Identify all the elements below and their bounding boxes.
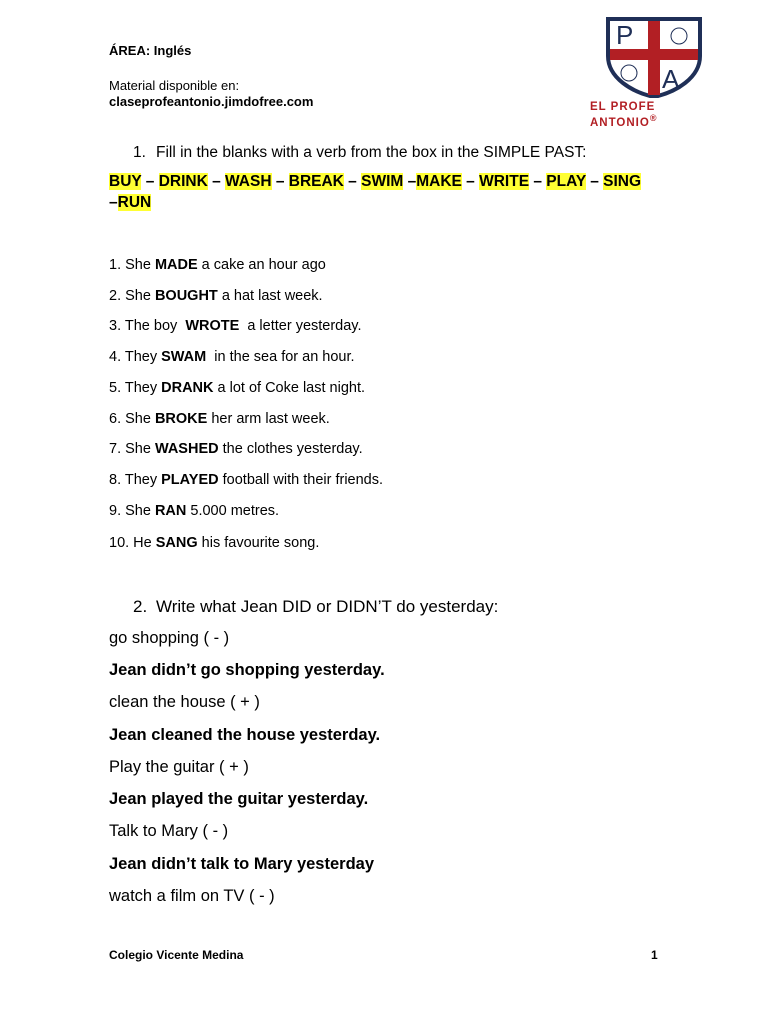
verb-sing: SING bbox=[603, 173, 642, 190]
sentence-item bbox=[109, 503, 279, 519]
sentence-text: a lot of Coke last night. bbox=[213, 380, 366, 396]
sentence-item bbox=[109, 411, 330, 427]
sentence-item bbox=[109, 472, 383, 488]
answer-verb: DRANK bbox=[161, 380, 214, 396]
verb-separator: – bbox=[343, 173, 362, 190]
verb-separator: – bbox=[271, 173, 289, 190]
answer-line: Jean didn’t go shopping yesterday. bbox=[109, 661, 385, 679]
verb-separator: – bbox=[585, 173, 604, 190]
prompt-line: watch a film on TV ( - ) bbox=[109, 887, 275, 905]
verb-separator: – bbox=[529, 173, 547, 190]
verb-separator: – bbox=[109, 194, 118, 211]
shield-icon bbox=[604, 16, 704, 98]
sentence-text: 7. She bbox=[109, 441, 155, 457]
answer-verb: PLAYED bbox=[161, 472, 219, 488]
sentence-text: 5.000 metres. bbox=[186, 503, 280, 519]
sentence-item bbox=[109, 288, 323, 304]
sentence-text: 9. She bbox=[109, 503, 155, 519]
sentence-text: 6. She bbox=[109, 411, 155, 427]
verb-play: PLAY bbox=[546, 173, 586, 190]
material-url: claseprofeantonio.jimdofree.com bbox=[109, 94, 314, 109]
verb-box bbox=[109, 171, 649, 213]
sentence-text: in the sea for an hour. bbox=[206, 349, 355, 365]
sentence-item bbox=[109, 318, 362, 334]
exercise2-instruction: Write what Jean DID or DIDN’T do yesterday: bbox=[156, 597, 499, 616]
footer-school: Colegio Vicente Medina bbox=[109, 948, 244, 962]
sentence-text: football with their friends. bbox=[218, 472, 384, 488]
sentence-text: 1. She bbox=[109, 257, 155, 273]
verb-run: RUN bbox=[117, 194, 152, 211]
verb-separator: – bbox=[141, 173, 159, 190]
prompt-line: go shopping ( - ) bbox=[109, 629, 230, 647]
logo bbox=[586, 16, 716, 129]
answer-line: Jean played the guitar yesterday. bbox=[109, 790, 369, 808]
answer-verb: RAN bbox=[154, 503, 187, 519]
sentence-item bbox=[109, 257, 326, 273]
exercise1-instruction: Fill in the blanks with a verb from the box in the SIMPLE PAST: bbox=[156, 144, 587, 161]
answer-verb: WROTE bbox=[185, 318, 240, 334]
answer-verb: SANG bbox=[155, 535, 198, 551]
verb-buy: BUY bbox=[109, 173, 142, 190]
page-number: 1 bbox=[651, 948, 658, 962]
exercise2-number: 2. bbox=[133, 597, 148, 616]
sentence-item bbox=[109, 535, 319, 551]
prompt-line: Play the guitar ( + ) bbox=[109, 758, 249, 776]
prompt-line: Talk to Mary ( - ) bbox=[109, 822, 229, 840]
verb-wash: WASH bbox=[225, 173, 272, 190]
verb-break: BREAK bbox=[288, 173, 344, 190]
prompt-line: clean the house ( + ) bbox=[109, 693, 260, 711]
answer-verb: MADE bbox=[154, 257, 198, 273]
sentence-item bbox=[109, 441, 363, 457]
sentence-text: his favourite song. bbox=[197, 535, 320, 551]
answer-verb: BROKE bbox=[154, 411, 208, 427]
sentence-text: the clothes yesterday. bbox=[218, 441, 363, 457]
svg-text:A: A bbox=[662, 64, 680, 94]
verb-separator: – bbox=[207, 173, 226, 190]
sentence-text: 2. She bbox=[109, 288, 155, 304]
answer-verb: BOUGHT bbox=[154, 288, 218, 304]
logo-text: EL PROFE ANTONIO® bbox=[590, 101, 658, 129]
sentence-text: 8. They bbox=[109, 472, 162, 488]
verb-make: MAKE bbox=[416, 173, 462, 190]
verb-swim: SWIM bbox=[361, 173, 404, 190]
sentence-text: a letter yesterday. bbox=[239, 318, 362, 334]
answer-verb: SWAM bbox=[161, 349, 207, 365]
verb-separator: – bbox=[403, 173, 417, 190]
verb-separator: – bbox=[461, 173, 480, 190]
sentence-text: 10. He bbox=[109, 535, 156, 551]
sentence-text: 5. They bbox=[109, 380, 162, 396]
sentence-item bbox=[109, 349, 355, 365]
exercise1-number: 1. bbox=[133, 144, 146, 161]
verb-drink: DRINK bbox=[158, 173, 208, 190]
material-label: Material disponible en: bbox=[109, 78, 240, 93]
verb-write: WRITE bbox=[479, 173, 530, 190]
sentence-text: 4. They bbox=[109, 349, 162, 365]
sentence-text: her arm last week. bbox=[207, 411, 330, 427]
answer-verb: WASHED bbox=[154, 441, 219, 457]
sentence-item bbox=[109, 380, 365, 396]
svg-text:P: P bbox=[616, 20, 634, 50]
sentence-text: 3. The boy bbox=[109, 318, 186, 334]
answer-line: Jean didn’t talk to Mary yesterday bbox=[109, 855, 375, 873]
answer-line: Jean cleaned the house yesterday. bbox=[109, 726, 381, 744]
sentence-text: a hat last week. bbox=[217, 288, 323, 304]
area-title: ÁREA: Inglés bbox=[109, 43, 192, 58]
sentence-text: a cake an hour ago bbox=[197, 257, 326, 273]
